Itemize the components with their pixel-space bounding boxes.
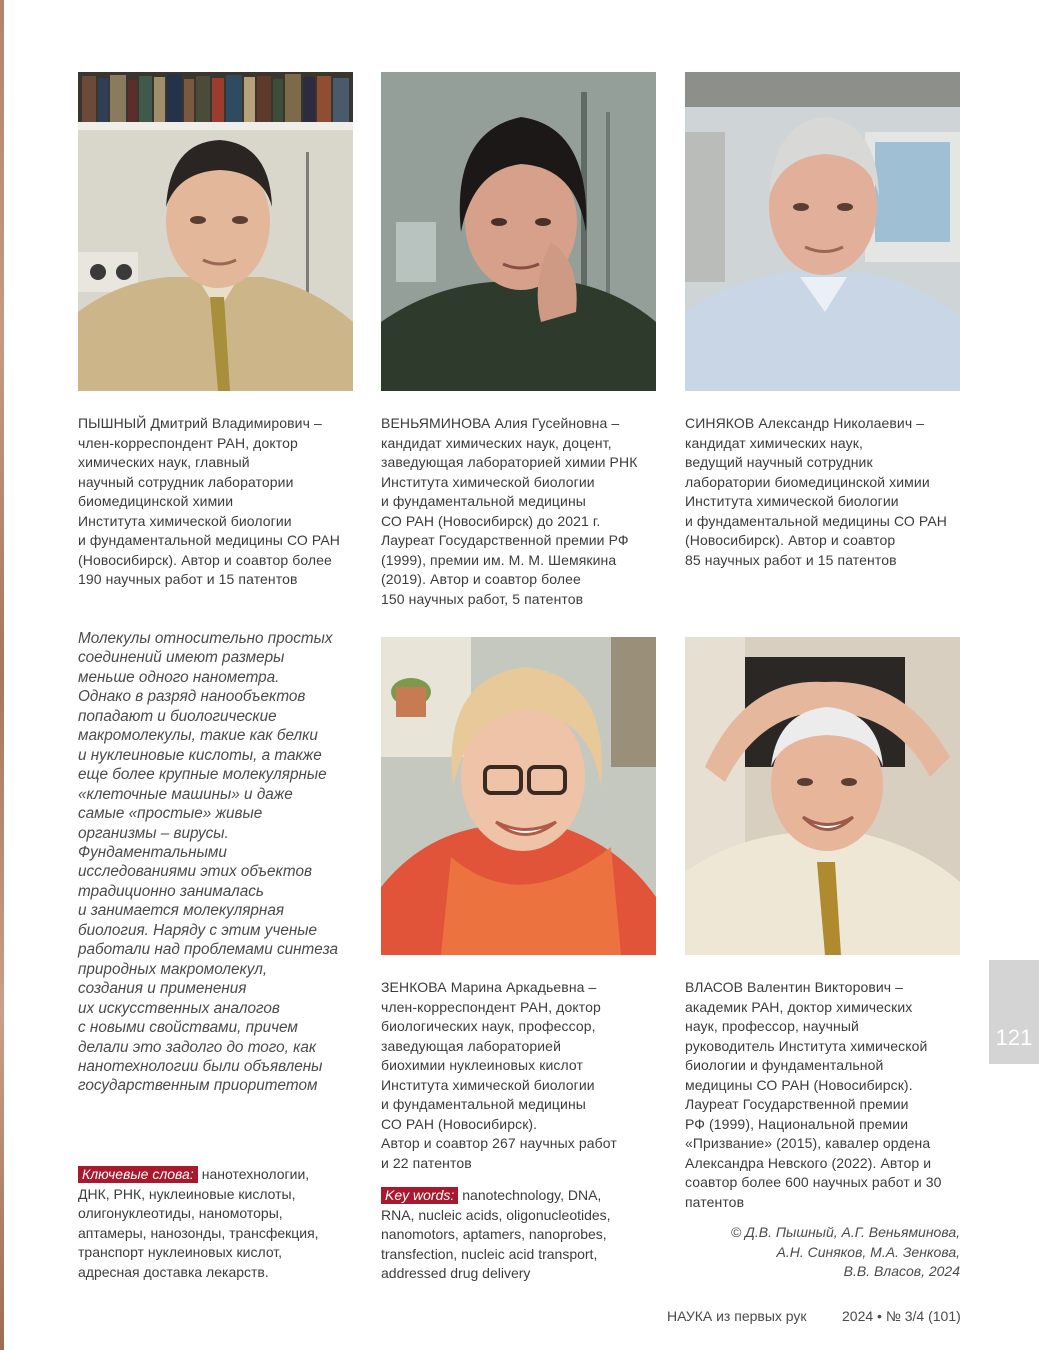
bio-name: ВЛАСОВ [685,979,744,995]
keywords-en-label: Key words: [381,1187,458,1204]
portrait-photo-vlasov [685,637,960,955]
keywords-ru [78,1165,368,1282]
page-number: 121 [995,1025,1033,1050]
bio-zenkova [381,978,671,1173]
bio-name: ЗЕНКОВА [381,979,447,995]
portrait-photo-zenkova [381,637,656,955]
bio-name: ПЫШНЫЙ [78,415,147,431]
keywords-en-text: nanotechnology, DNA, RNA, nucleic acids, oligonucleotides, nanomotors, aptamers, nanoprobes, transfection, nucleic acid transport, addressed drug delivery [381,1187,611,1281]
portrait-photo-sinyakov [685,72,960,391]
bio-text: Марина Аркадьевна – член-корреспондент РАН, доктор биологических наук, профессор, заведующая лабораторией биохимии нуклеиновых кислот Института химической биологии и фундаментальной медицины СО РАН (Новосибирск). Автор и соавтор 267 научных работ и 22 патентов [381,979,617,1171]
bio-vlasov [685,978,975,1212]
bio-text: Валентин Викторович – академик РАН, доктор химических наук, профессор, научный руководитель Института химической биологии и фундаментальной медицины СО РАН (Новосибирск). Лауреат Государственной премии РФ (1999), Национальной премии «Призвание» (2015), кавалер ордена Александра Невского (2022). Автор и соавтор более 600 научных работ и 30 патентов [685,979,942,1210]
bio-venyaminova [381,414,671,609]
portrait-photo-pyshnyi [78,72,353,391]
bio-name: СИНЯКОВ [685,415,755,431]
page-edge [0,0,4,1350]
bio-pyshnyi [78,414,368,590]
footer-journal: НАУКА из первых рук [667,1308,807,1324]
keywords-ru-text: нанотехнологии, ДНК, РНК, нуклеиновые кислоты, олигонуклеотиды, наномоторы, аптамеры, нанозонды, трансфекция, транспорт нуклеиновых кислот, адресная доставка лекарств. [78,1166,319,1280]
footer-issue: 2024 • № 3/4 (101) [842,1308,961,1324]
keywords-en [381,1186,671,1284]
portrait-photo-venyaminova [381,72,656,391]
bio-text: Дмитрий Владимирович – член-корреспондент РАН, доктор химических наук, главный научный сотрудник лаборатории биомедицинской химии Института химической биологии и фундаментальной медицины СО РАН (Новосибирск). Автор и соавтор более 190 научных работ и 15 патентов [78,415,340,587]
copyright: © Д.В. Пышный, А.Г. Веньяминова, А.Н. Синяков, М.А. Зенкова, В.В. Власов, 2024 [730,1224,960,1279]
bio-name: ВЕНЬЯМИНОВА [381,415,491,431]
keywords-ru-label: Ключевые слова: [78,1166,198,1183]
bio-text: Александр Николаевич – кандидат химических наук, ведущий научный сотрудник лаборатории биомедицинской химии Института химической биологии и фундаментальной медицины СО РАН (Новосибирск). Автор и соавтор 85 научных работ и 15 патентов [685,415,947,568]
bio-sinyakov [685,414,975,570]
bio-text: Алия Гусейновна – кандидат химических наук, доцент, заведующая лабораторией химии РНК Института химической биологии и фундаментальной медицины СО РАН (Новосибирск) до 2021 г. Лауреат Государственной премии РФ (1999), премии им. М. М. Шемякина (2019). Автор и соавтор более 150 научных работ, 5 патентов [381,415,638,607]
lead-paragraph: Молекулы относительно простых соединений имеют размеры меньше одного нанометра. Однако в разряд нанообъектов попадают и биологические макромолекулы, такие как белки и нуклеиновые кислоты, а также еще более крупные молекулярные «клеточные машины» и даже самые «простые» живые организмы – вирусы. Фундаментальными исследованиями этих объектов традиционно занималась и занимается молекулярная биология. Наряду с этим ученые работали над проблемами синтеза природных макромолекул, создания и применения их искусственных аналогов с новыми свойствами, причем делали это задолго до того, как нанотехнологии были объявлены государственным приоритетом [78,630,339,1095]
